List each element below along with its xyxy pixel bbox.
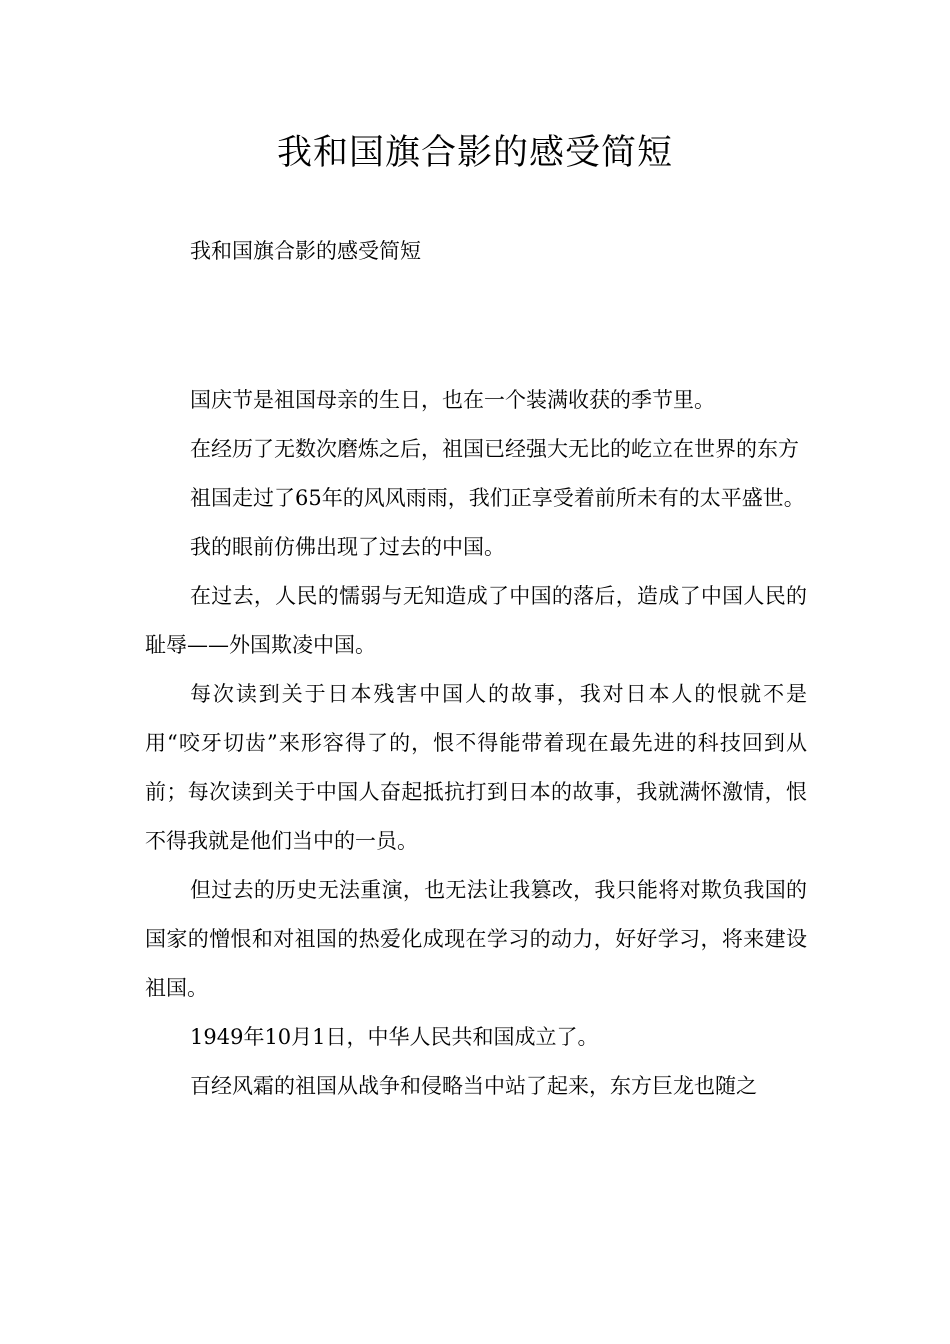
paragraph: 但过去的历史无法重演，也无法让我篡改，我只能将对欺负我国的国家的憎恨和对祖国的热爱化成现在学习的动力，好好学习，将来建设祖国。	[145, 878, 807, 1000]
document-subtitle-block	[145, 227, 807, 276]
paragraph: 在经历了无数次磨炼之后，祖国已经强大无比的屹立在世界的东方	[190, 437, 799, 461]
document-subtitle: 我和国旗合影的感受简短	[190, 239, 421, 263]
paragraph: 1949年10月1日，中华人民共和国成立了。	[190, 1025, 599, 1049]
paragraph: 在过去，人民的懦弱与无知造成了中国的落后，造成了中国人民的耻辱——外国欺凌中国。	[145, 584, 807, 657]
paragraph: 国庆节是祖国母亲的生日，也在一个装满收获的季节里。	[190, 388, 715, 412]
paragraph: 祖国走过了65年的风风雨雨，我们正享受着前所未有的太平盛世。	[190, 486, 805, 510]
paragraph: 我的眼前仿佛出现了过去的中国。	[190, 535, 505, 559]
paragraph: 每次读到关于日本残害中国人的故事，我对日本人的恨就不是用“咬牙切齿”来形容得了的，恨不得能带着现在最先进的科技回到从前；每次读到关于中国人奋起抵抗打到日本的故事，我就满怀激情，恨不得我就是他们当中的一员。	[145, 682, 807, 853]
paragraph: 百经风霜的祖国从战争和侵略当中站了起来，东方巨龙也随之	[190, 1074, 757, 1098]
document-body	[145, 376, 807, 1111]
document-title: 我和国旗合影的感受简短	[276, 133, 673, 173]
